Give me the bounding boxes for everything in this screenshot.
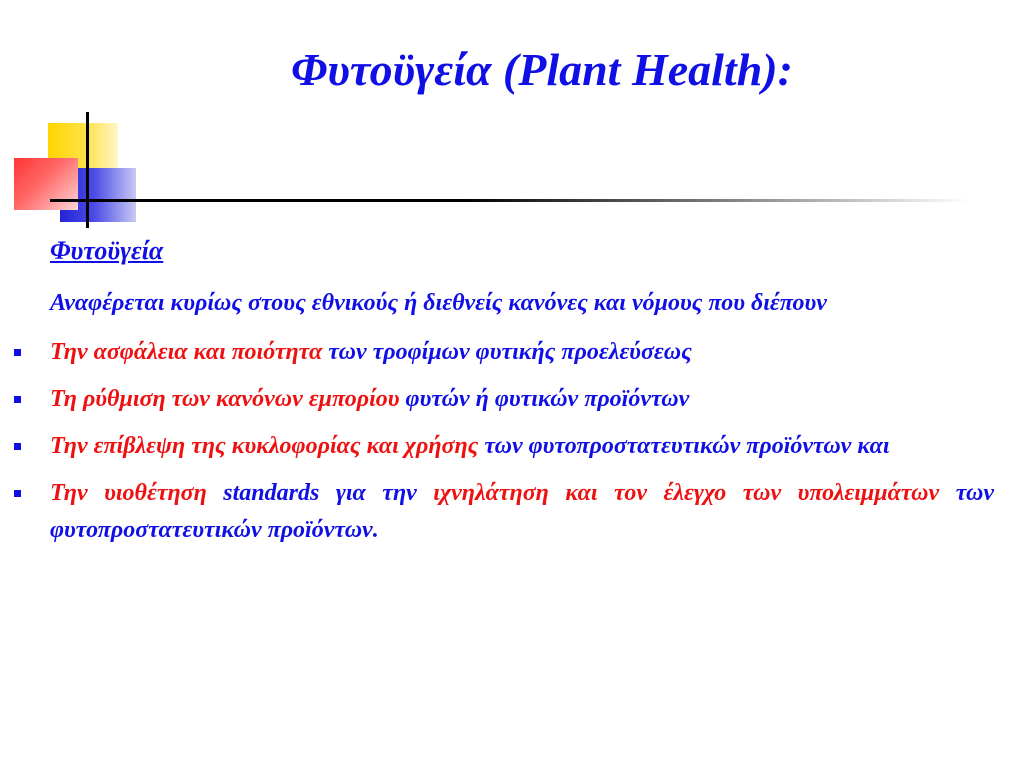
square-bullet-icon <box>14 490 21 497</box>
intro-paragraph: Αναφέρεται κυρίως στους εθνικούς ή διεθνείς κανόνες και νόμους που διέπουν <box>50 290 827 316</box>
red-square-decoration <box>14 158 78 210</box>
subheading: Φυτοϋγεία <box>50 236 164 265</box>
square-bullet-icon <box>14 349 21 356</box>
bullet-list <box>50 334 994 549</box>
bullet-blue-text: των φυτοπροστατευτικών προϊόντων και <box>478 433 890 459</box>
bullet-red-text: Την υιοθέτηση <box>50 480 207 506</box>
vertical-line-decoration <box>86 112 89 228</box>
bullet-blue-text: φυτών ή φυτικών προϊόντων <box>399 386 690 412</box>
bullet-blue-text: των φυτοπροστατευτικών προϊόντων. <box>50 480 995 543</box>
bullet-blue-text: standards για την <box>206 480 434 506</box>
bullet-red-text: Την ασφάλεια και ποιότητα <box>50 339 323 365</box>
bullet-red-text: Την επίβλεψη της κυκλοφορίας και χρήσης <box>50 433 479 459</box>
square-bullet-icon <box>14 443 21 450</box>
slide-content <box>50 232 994 559</box>
bullet-item <box>50 475 994 549</box>
square-bullet-icon <box>14 396 21 403</box>
bullet-red-text: Τη ρύθμιση των κανόνων εμπορίου <box>50 386 400 412</box>
bullet-blue-text: των τροφίμων φυτικής προελεύσεως <box>322 339 692 365</box>
bullet-item <box>50 381 994 418</box>
slide-title: Φυτοϋγεία (Plant Health): <box>291 44 793 95</box>
bullet-item <box>50 334 994 371</box>
bullet-red-text: ιχνηλάτηση και τον έλεγχο των υπολειμμάτων <box>433 480 940 506</box>
horizontal-rule <box>50 199 970 202</box>
bullet-item <box>50 428 994 465</box>
